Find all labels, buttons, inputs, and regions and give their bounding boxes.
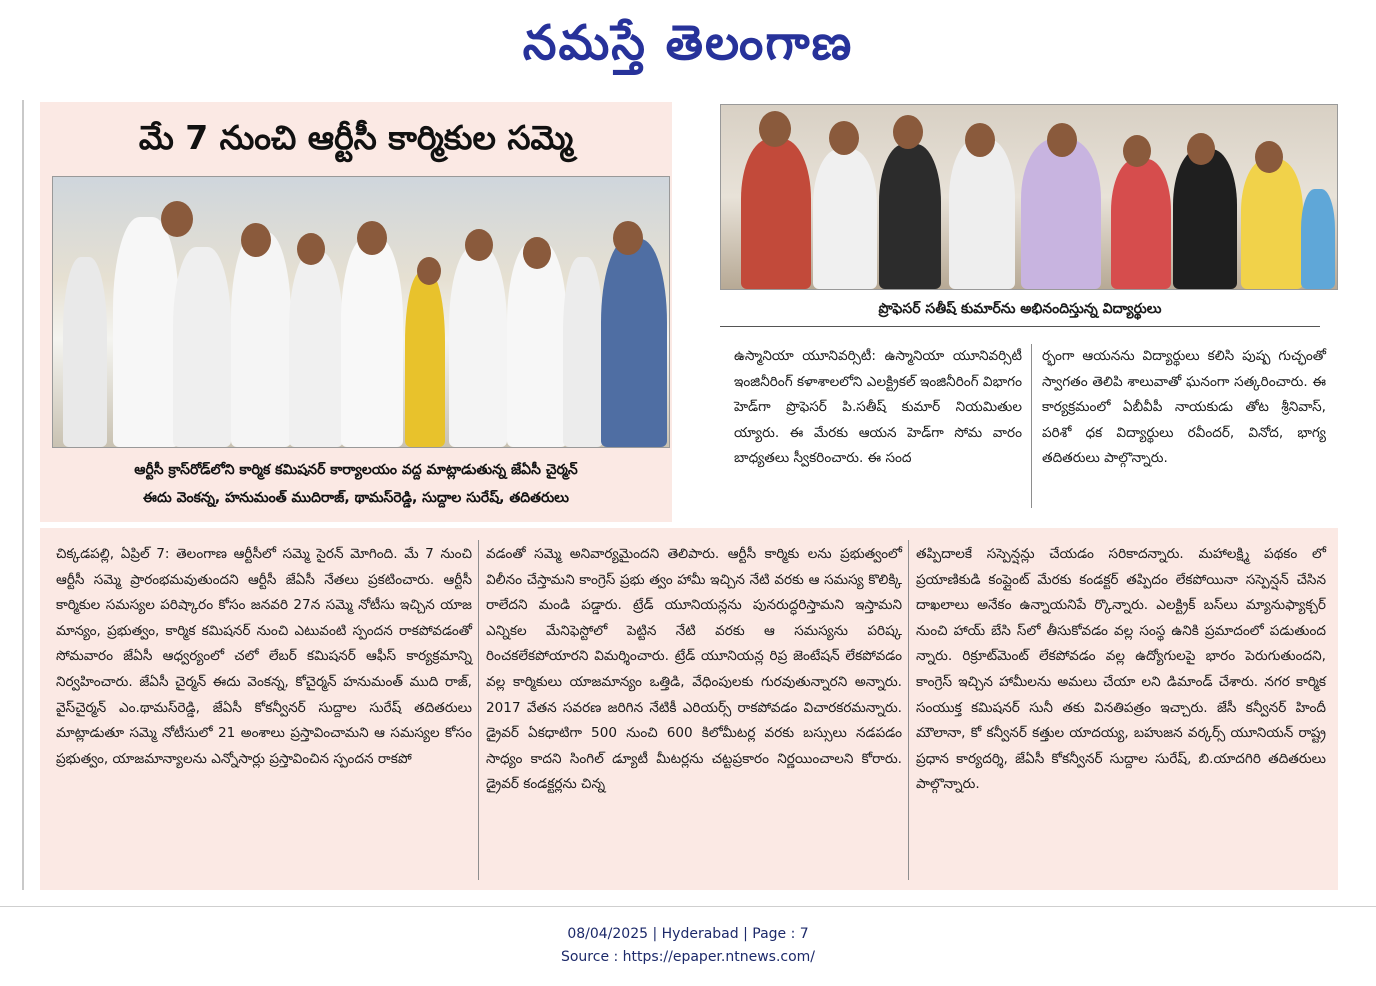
column-rule	[908, 540, 909, 880]
footer-date-line: 08/04/2025 | Hyderabad | Page : 7	[567, 926, 809, 942]
column-rule	[478, 540, 479, 880]
rtc-protest-photo	[52, 176, 670, 448]
left-margin-rule	[22, 100, 24, 890]
footer-rule	[0, 906, 1376, 907]
story-left-caption	[56, 456, 656, 512]
story-headline: మే 7 నుంచి ఆర్టీసీ కార్మికుల సమ్మె	[138, 118, 574, 157]
masthead-title: నమస్తే తెలంగాణ	[522, 15, 854, 71]
story-right-caption: ప్రొఫెసర్ సతీష్ కుమార్‌ను అభినందిస్తున్న విద్యార్థులు	[720, 292, 1320, 327]
professor-felicitation-photo	[720, 104, 1338, 290]
story-bottom-column-2: వడంతో సమ్మె అనివార్యమైందని తెలిపారు. ఆర్టీసీ కార్మికు లను ప్రభుత్వంలో విలీనం చేస్తామని కాంగ్రెస్ ప్రభు త్వం హామీ ఇచ్చిన నేటి వరకు ఆ సమస్య కొలిక్కి రాలేదని మండి పడ్డారు. ట్రేడ్ యూనియన్లను పునరుద్ధరిస్తామని ఇస్తామని ఎన్నికల మేనిఫెస్టోలో పెట్టిన నేటి వరకు ఆ సమస్యను పరిష్క రించకలేకపోయారని విమర్శించారు. ట్రేడ్ యూనియన్ల రిప్ర జెంటేషన్ లేకపోవడం వల్ల కార్మికులు యాజమాన్యం ఒత్తిడి, వేధింపులకు గురవుతున్నారని అన్నారు. 2017 వేతన సవరణ జరిగిన నేటికీ ఎరియర్స్ రాకపోవడం విచారకరమన్నారు. డ్రైవర్ ఏకధాటిగా 500 నుంచి 600 కిలోమీటర్ల వరకు బస్సులు నడపడం సాధ్యం కాదని సింగిల్ డ్యూటీ మీటర్లను చట్టప్రకారం నిర్ణయించాలని కోరారు. డ్రైవర్ కండక్టర్లను చిన్న	[486, 546, 902, 793]
story-bottom-column-3: తప్పిదాలకే సస్పెన్షన్లు చేయడం సరికాదన్నారు. మహాలక్ష్మి పథకం లో ప్రయాణికుడి కంప్లైంట్ మేరకు కండక్టర్ తప్పిదం లేకపోయినా సస్పెన్షన్ చేసిన దాఖలాలు అనేకం ఉన్నాయనిపే ర్కొన్నారు. ఎలక్ట్రిక్ బస్‌లు మ్యానుఫ్యాక్చర్ నుంచి హాయ్ బేసి స్‌లో తీసుకోవడం వల్ల సంస్థ ఉనికి ప్రమాదంలో పడుతుంద న్నారు. రిక్రూట్‌మెంట్ లేకపోవడం వల్ల ఉద్యోగులపై భారం పెరుగుతుందని, కాంగ్రెస్ ఇచ్చిన హామీలను అమలు చేయా లని డిమాండ్ చేశారు. నగర కార్మిక సంయుక్త కమిషనర్ సునీ తకు వినతిపత్రం ఇచ్చారు. జేసీ కన్వీనర్ హిందీ మౌలానా, కో కన్వీనర్ కత్తుల యాదయ్య, బహుజన వర్కర్స్ యూనియన్ రాష్ట్ర ప్రధాన కార్యదర్శి, జేఏసీ కోకన్వీనర్ సుద్దాల సురేష్, బి.యాదగిరి తదితరులు పాల్గొన్నారు.	[916, 546, 1326, 793]
column-rule	[1031, 344, 1032, 508]
story-right-column-1: ఉస్మానియా యూనివర్సిటీ: ఉస్మానియా యూనివర్సిటీ ఇంజినీరింగ్ కళాశాలలోని ఎలక్ట్రికల్ ఇంజినీరింగ్ విభాగం హెడ్‌గా ప్రొఫెసర్ పి.సతీష్ కుమార్ నియమితుల య్యారు. ఈ మేరకు ఆయన హెడ్‌గా సోమ వారం బాధ్యతలు స్వీకరించారు. ఈ సంద	[734, 348, 1022, 467]
caption-line-2: ఈదు వెంకన్న, హనుమంత్ ముదిరాజ్, థామస్‌రెడ్డి, సుద్దాల సురేష్, తదితరులు	[143, 490, 569, 506]
caption-line-1: ఆర్టీసీ క్రాస్‌రోడ్‌లోని కార్మిక కమిషనర్ కార్యాలయం వద్ద మాట్లాడుతున్న జేఏసీ చైర్మన్	[134, 462, 578, 478]
story-right-column-2: ర్భంగా ఆయనను విద్యార్థులు కలిసి పుష్ప గుచ్ఛంతో స్వాగతం తెలిపి శాలువాతో ఘనంగా సత్కరించారు. ఈ కార్యక్రమంలో ఏబీవీపీ నాయకుడు తోట శ్రీనివాస్, పరిశో ధక విద్యార్థులు రవీందర్, వినోద, భాగ్య తదితరులు పాల్గొన్నారు.	[1042, 348, 1326, 467]
footer-source-line: Source : https://epaper.ntnews.com/	[560, 949, 816, 965]
story-bottom-column-1: చిక్కడపల్లి, ఏప్రిల్ 7: తెలంగాణ ఆర్టీసీలో సమ్మె సైరన్ మోగింది. మే 7 నుంచి ఆర్టీసీ సమ్మె ప్రారంభమవుతుందని ఆర్టీసీ జేఏసీ నేతలు ప్రకటించారు. ఆర్టీసీ కార్మికుల సమస్యల పరిష్కారం కోసం జనవరి 27న సమ్మె నోటీసు ఇచ్చిన యాజ మాన్యం, ప్రభుత్వం, కార్మిక కమిషనర్ నుంచి ఎటువంటి స్పందన రాకపోవడంతో సోమవారం జేఏసీ ఆధ్వర్యంలో చలో లేబర్ కమిషనర్ ఆఫీస్ కార్యక్రమాన్ని నిర్వహించారు. జేఏసీ చైర్మన్ ఈదు వెంకన్న, కోచైర్మన్ హనుమంత్ ముది రాజ్, వైస్‌చైర్మన్ ఎం.థామస్‌రెడ్డి, జేఏసీ కోకన్వీనర్ సుద్దాల సురేష్ తదితరులు మాట్లాడుతూ సమ్మె నోటీసులో 21 అంశాలు ప్రస్తావించామని ఆ సమస్యల కోసం ప్రభుత్వం, యాజమాన్యాలను ఎన్నోసార్లు ప్రస్తావించిన స్పందన రాకపో	[56, 546, 472, 767]
